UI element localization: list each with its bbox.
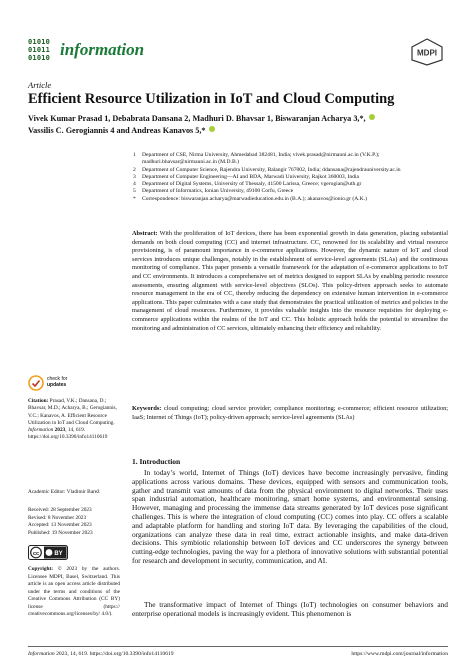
affiliation-text: Department of CSE, Nirma University, Ahmedabad 382481, India; vivek.prasad@nirmauni.ac.in (V.K.P.); madhuri.bhavsar@nirmauni.ac.in (M.D.B.) xyxy=(142,152,380,166)
author-list xyxy=(28,113,448,137)
section-heading: 1. Introduction xyxy=(132,457,181,466)
cc-by-icon xyxy=(28,545,68,560)
journal-logo xyxy=(28,38,58,66)
check-updates-icon xyxy=(28,375,44,391)
affiliation-text: Department of Computer Science, Rajendra University, Balangir 767002, India; ddansana@rajendrauniversity.ac.in xyxy=(142,166,401,173)
intro-paragraph-1-text: In today’s world, Internet of Things (IoT) devices have become increasingly pervasive, finding applications across various domains. These devices, equipped with sensors and communication tools, gather and transmit vast amounts of data from the physical environment to digital networks. Their uses span industrial automation, healthcare monitoring, smart home systems, and environmental sensing. However, managing and processing the immense data streams generated by IoT devices pose significant challenges. This is where the integration of cloud computing (CC) comes into play. CC offers a scalable and adaptable platform for handling and storing IoT data. By leveraging the capabilities of the cloud, organizations can analyze these data in real time, extract actionable insights, and make data-driven decisions. This symbiotic relationship between IoT devices and CC underscores the synergy between cutting-edge technologies, paving the way for a plethora of innovative solutions with substantial potential for research and development in security, communication, and AI. xyxy=(132,468,448,565)
check-updates-line-1: check for xyxy=(47,376,68,382)
keywords xyxy=(132,405,448,422)
footer-citation xyxy=(28,651,174,657)
article-type: Article xyxy=(28,80,52,90)
orcid-icon[interactable] xyxy=(209,126,215,132)
check-for-updates-badge[interactable] xyxy=(28,374,90,392)
citation-label: Citation: xyxy=(28,398,49,404)
citation-year: 2023 xyxy=(54,427,66,434)
affiliation-mark: 2 xyxy=(133,166,136,173)
affiliation-mark: 3 xyxy=(133,173,136,180)
journal-logo-digits-2: 01011 xyxy=(28,46,51,54)
authors-line-2: Vassilis C. Gerogiannis 4 and Andreas Kanavos 5,* xyxy=(28,126,206,135)
affiliation-mark: * xyxy=(133,195,136,202)
journal-logo-digits-1: 01010 xyxy=(28,38,51,46)
affiliation-mark: 1 xyxy=(133,152,136,158)
by-label: BY xyxy=(54,551,63,557)
mdpi-logo-text: MDPI xyxy=(417,48,437,58)
affiliation-item xyxy=(133,152,453,167)
citation-text: Prasad, V.K.; Dansana, D.; Bhavsar, M.D.; Acharya, B.; Gerogiannis, V.C.; Kanavos, A. Efficient Resource Utilization in IoT and Cloud Computing. xyxy=(28,398,117,426)
copyright-notice xyxy=(28,566,120,619)
affiliation-text: Department of Digital Systems, University of Thessaly, 41500 Larissa, Greece; vgerogian@uth.gr xyxy=(142,181,362,188)
affiliations xyxy=(133,152,453,203)
abstract-label: Abstract: xyxy=(132,230,158,237)
check-updates-line-2: updates xyxy=(47,381,67,388)
affiliation-text: Department of Informatics, Ionian University, 49100 Corfu, Greece xyxy=(142,188,294,195)
academic-editor: Academic Editor: Vladimir Barež xyxy=(28,489,100,495)
copyright-label: Copyright: xyxy=(28,566,54,572)
correspondence-text: Correspondence: biswaranjan.acharya@marwadieducation.edu.in (B.A.); akanavos@ionio.gr (A.K.) xyxy=(142,195,367,202)
affiliation-mark: 5 xyxy=(133,188,136,195)
journal-logo-digits-3: 01010 xyxy=(28,54,51,62)
cc-by-license-icon[interactable] xyxy=(28,545,68,560)
citation-journal: Information xyxy=(28,427,54,434)
keywords-text: cloud computing; cloud service provider; compliance monitoring; e-commerce; efficient resource utilization; IaaS; Internet of Things (IoT); policy-driven approach; service-level agreements (SLAs) xyxy=(132,405,448,421)
affiliation-text: Department of Computer Engineering—AI and BDA, Marwadi University, Rajkot 360003, India xyxy=(142,173,359,180)
footer-divider xyxy=(28,646,448,647)
intro-paragraph-1 xyxy=(132,469,448,566)
copyright-text: © 2023 by the authors. Licensee MDPI, Basel, Switzerland. This article is an open access article distributed under the terms and conditions of the Creative Commons Attribution (CC BY) license (https:// creativecommons.org/licenses/by/ 4.0/). xyxy=(28,566,120,617)
abstract xyxy=(132,230,448,333)
affiliation-item xyxy=(133,167,453,174)
citation-doi[interactable]: , 14, 619. https://doi.org/10.3390/info14110619 xyxy=(28,427,108,441)
mdpi-logo-icon xyxy=(410,38,444,66)
authors-line-1: Vivek Kumar Prasad 1, Debabrata Dansana 2, Madhuri D. Bhavsar 1, Biswaranjan Acharya 3,*, xyxy=(28,114,366,123)
footer-journal-url[interactable]: https://www.mdpi.com/journal/information xyxy=(351,651,448,657)
footer-journal: Information xyxy=(28,651,55,657)
date-published: Published: 19 November 2023 xyxy=(28,529,93,536)
affiliation-item xyxy=(133,196,453,203)
intro-paragraph-2: The transformative impact of Internet of Things (IoT) technologies on consumer behaviors and enterprise operational models is increasingly evident. This phenomenon is xyxy=(132,600,448,618)
date-received: Received: 28 September 2023 xyxy=(28,507,92,513)
mdpi-logo xyxy=(410,38,444,66)
orcid-icon[interactable] xyxy=(369,114,375,120)
keywords-label: Keywords: xyxy=(132,405,162,412)
affiliation-mark: 4 xyxy=(133,181,136,188)
date-accepted: Accepted: 13 November 2023 xyxy=(28,522,92,529)
affiliation-item xyxy=(133,188,453,195)
journal-name: information xyxy=(60,40,145,59)
cc-label: cc xyxy=(32,550,40,557)
abstract-text: With the proliferation of IoT devices, there has been exponential growth in data generation, placing substantial demands on both cloud computing (CC) and internet infrastructure. CC, renowned for its scalability and virtual resource provisioning, is of paramount importance in e-commerce applications. However, the dynamic nature of IoT and cloud services introduces unique challenges, notably in the establishment of service-level agreements (SLAs) and the continuous monitoring of compliance. This paper presents a versatile framework for the adaptation of e-commerce applications to IoT and CC environments. It introduces a comprehensive set of metrics designed to support SLAs by enabling periodic resource assessments, ensuring alignment with service-level objectives (SLOs). This policy-driven approach seeks to automate resource management in the era of CC, thereby reducing the dependency on extensive human intervention in e-commerce applications. This paper culminates with a case study that demonstrates the practical utilization of metrics and policies in the management of cloud resources. Furthermore, it provides valuable insights into the resource requisites for deploying e-commerce applications within the realms of the IoT and CC. This holistic approach holds the potential to streamline the monitoring and administration of CC services, ultimately enhancing their efficiency and reliability. xyxy=(132,230,448,332)
page-footer xyxy=(28,651,448,657)
citation-block xyxy=(28,398,120,442)
date-revised: Revised: 8 November 2023 xyxy=(28,514,87,521)
publication-dates xyxy=(28,507,123,537)
footer-citation-rest[interactable]: 2023, 14, 619. https://doi.org/10.3390/info14110619 xyxy=(54,651,174,657)
paper-title: Efficient Resource Utilization in IoT and Cloud Computing xyxy=(28,91,395,107)
